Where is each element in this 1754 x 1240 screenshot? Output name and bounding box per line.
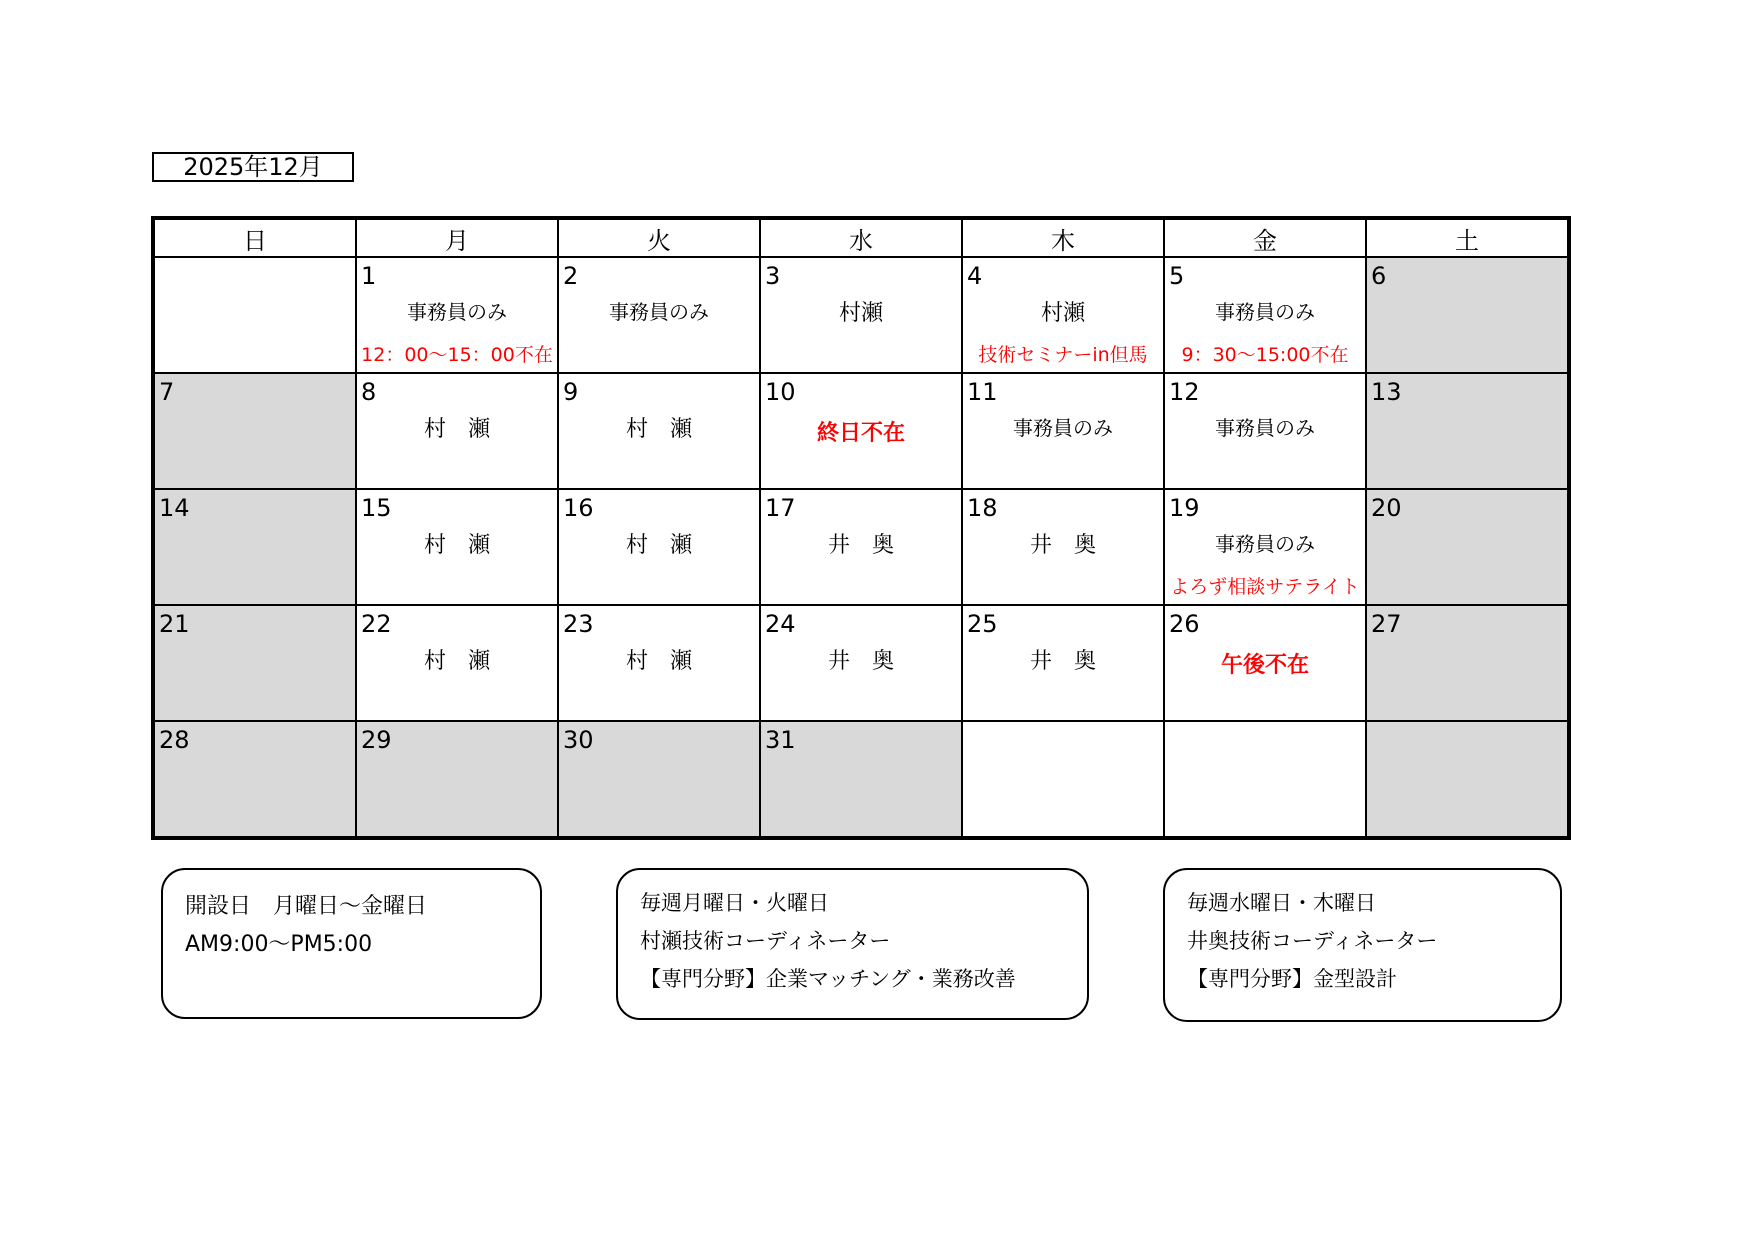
day-schedule: 事務員のみ [1215, 416, 1315, 440]
hours-time: AM9:00～PM5:00 [185, 932, 373, 957]
day-number: 24 [765, 610, 796, 638]
murase-info-box [616, 868, 1089, 1020]
day-cell [760, 605, 962, 721]
day-number: 10 [765, 378, 796, 406]
day-number: 14 [159, 494, 190, 522]
day-note: 9：30～15:00不在 [1181, 344, 1349, 366]
day-schedule: 村 瀬 [625, 649, 692, 674]
weekday-thu: 木 [962, 218, 1164, 257]
day-schedule: 村瀬 [838, 301, 883, 326]
day-note: よろず相談サテライト [1170, 576, 1360, 598]
day-number: 16 [563, 494, 594, 522]
day-schedule: 村 瀬 [423, 649, 490, 674]
day-schedule: 井 奥 [1029, 533, 1096, 558]
day-number: 3 [765, 262, 781, 290]
murase-name: 村瀬技術コーディネーター [640, 929, 891, 953]
week-row-4 [153, 605, 1569, 721]
day-number: 18 [967, 494, 998, 522]
day-number: 8 [361, 378, 377, 406]
day-number: 13 [1371, 378, 1402, 406]
day-cell [1164, 721, 1366, 838]
day-number: 28 [159, 726, 190, 754]
weekday-mon: 月 [356, 218, 558, 257]
day-number: 7 [159, 378, 175, 406]
day-schedule: 午後不在 [1220, 653, 1309, 678]
day-cell [558, 489, 760, 605]
day-number: 9 [563, 378, 579, 406]
ioku-info-box [1163, 868, 1562, 1022]
day-cell [760, 257, 962, 373]
day-cell [558, 605, 760, 721]
day-schedule: 村 瀬 [423, 533, 490, 558]
ioku-name: 井奥技術コーディネーター [1187, 929, 1438, 953]
day-cell [153, 605, 356, 721]
day-schedule: 村 瀬 [625, 533, 692, 558]
week-row-5 [153, 721, 1569, 838]
day-cell [356, 605, 558, 721]
weekday-wed: 水 [760, 218, 962, 257]
weekday-header-row [153, 218, 1569, 257]
weekday-sun: 日 [153, 218, 356, 257]
weekday-tue: 火 [558, 218, 760, 257]
day-cell [962, 257, 1164, 373]
week-row-2 [153, 373, 1569, 489]
day-cell [962, 489, 1164, 605]
day-cell [1366, 373, 1569, 489]
calendar-grid [151, 216, 1571, 840]
day-number: 5 [1169, 262, 1185, 290]
hours-days: 開設日 月曜日～金曜日 [185, 894, 428, 919]
day-cell [1164, 605, 1366, 721]
day-cell [558, 373, 760, 489]
day-cell [1164, 257, 1366, 373]
day-schedule: 事務員のみ [1215, 300, 1315, 324]
day-number: 25 [967, 610, 998, 638]
day-schedule: 村 瀬 [423, 417, 490, 442]
day-schedule: 村瀬 [1040, 301, 1085, 326]
day-cell [1366, 489, 1569, 605]
day-cell [558, 721, 760, 838]
day-cell [962, 721, 1164, 838]
month-title: 2025年12月 [152, 152, 354, 182]
day-cell [962, 373, 1164, 489]
day-schedule: 事務員のみ [1215, 532, 1315, 556]
day-cell [356, 489, 558, 605]
day-schedule: 井 奥 [1029, 649, 1096, 674]
day-number: 22 [361, 610, 392, 638]
week-row-1 [153, 257, 1569, 373]
day-cell [356, 257, 558, 373]
day-note: 技術セミナーin但馬 [978, 344, 1148, 366]
day-cell [760, 489, 962, 605]
day-number: 2 [563, 262, 579, 290]
day-number: 30 [563, 726, 594, 754]
day-cell [962, 605, 1164, 721]
day-schedule: 終日不在 [816, 421, 905, 446]
day-number: 19 [1169, 494, 1200, 522]
weekday-sat: 土 [1366, 218, 1569, 257]
day-number: 21 [159, 610, 190, 638]
day-number: 17 [765, 494, 796, 522]
day-cell [1366, 257, 1569, 373]
day-cell [1366, 721, 1569, 838]
day-schedule: 井 奥 [827, 649, 894, 674]
day-number: 29 [361, 726, 392, 754]
day-number: 23 [563, 610, 594, 638]
day-number: 31 [765, 726, 796, 754]
week-row-3 [153, 489, 1569, 605]
murase-specialty: 【専門分野】企業マッチング・業務改善 [640, 967, 1016, 991]
day-number: 15 [361, 494, 392, 522]
day-cell [760, 721, 962, 838]
day-cell [356, 373, 558, 489]
day-number: 11 [967, 378, 998, 406]
weekday-fri: 金 [1164, 218, 1366, 257]
day-number: 26 [1169, 610, 1200, 638]
day-cell [1164, 373, 1366, 489]
day-schedule: 村 瀬 [625, 417, 692, 442]
ioku-days: 毎週水曜日・木曜日 [1187, 891, 1376, 915]
hours-info-box [161, 868, 542, 1019]
day-cell [153, 373, 356, 489]
day-note: 12：00～15：00不在 [361, 344, 553, 366]
day-cell [1366, 605, 1569, 721]
day-schedule: 事務員のみ [609, 300, 709, 324]
day-cell [1164, 489, 1366, 605]
day-number: 27 [1371, 610, 1402, 638]
day-number: 20 [1371, 494, 1402, 522]
day-cell [153, 257, 356, 373]
day-schedule: 事務員のみ [407, 300, 507, 324]
murase-days: 毎週月曜日・火曜日 [640, 891, 829, 915]
day-number: 4 [967, 262, 983, 290]
day-number: 12 [1169, 378, 1200, 406]
day-cell [153, 489, 356, 605]
day-number: 1 [361, 262, 377, 290]
day-schedule: 事務員のみ [1013, 416, 1113, 440]
day-cell [153, 721, 356, 838]
day-cell [558, 257, 760, 373]
ioku-specialty: 【専門分野】金型設計 [1187, 967, 1397, 991]
day-number: 6 [1371, 262, 1387, 290]
day-cell [760, 373, 962, 489]
day-schedule: 井 奥 [827, 533, 894, 558]
day-cell [356, 721, 558, 838]
